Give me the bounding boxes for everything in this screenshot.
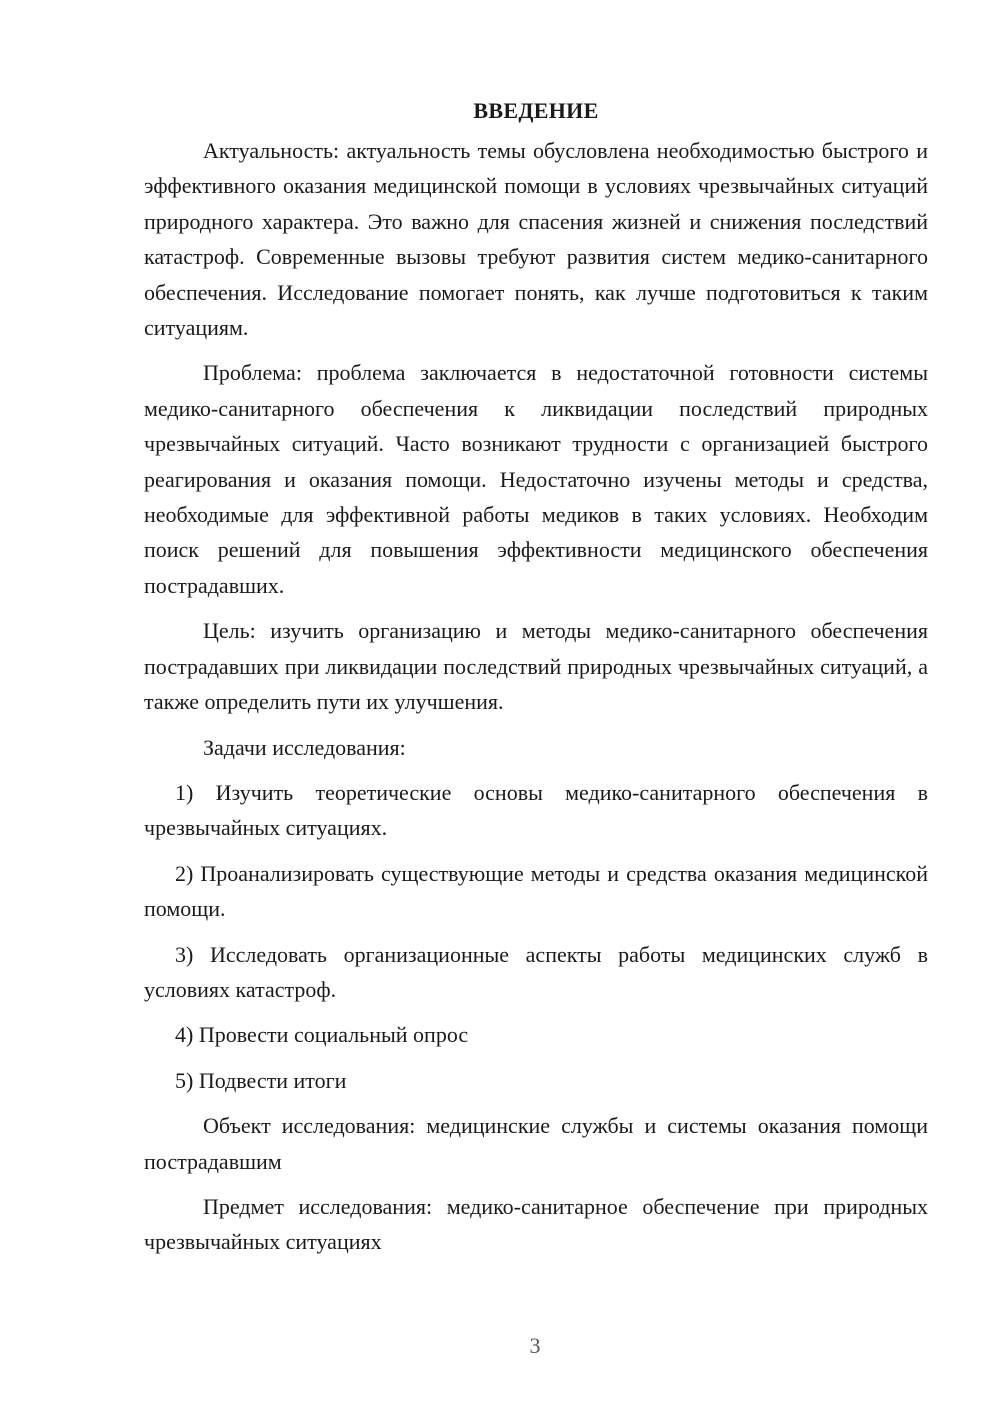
- task-item-2: 2) Проанализировать существующие методы и средства оказания медицинской помощи.: [144, 860, 928, 922]
- paragraph-subject: Предмет исследования: медико-санитарное обеспечение при природных чрезвычайных ситуациях: [144, 1193, 928, 1255]
- task-item-3: 3) Исследовать организационные аспекты работы медицинских служб в условиях катастроф.: [144, 941, 928, 1002]
- paragraph-goal: Цель: изучить организацию и методы медико-санитарного обеспечения пострадавших при ликвидации последствий природных чрезвычайных ситуаций, а также определить пути их улучшения.: [144, 618, 928, 715]
- section-title: ВВЕДЕНИЕ: [473, 98, 599, 123]
- tasks-heading: Задачи исследования:: [203, 734, 406, 760]
- paragraph-object: Объект исследования: медицинские службы и системы оказания помощи пострадавшим: [144, 1113, 928, 1174]
- page-content: [144, 95, 928, 1260]
- task-item-1: 1) Изучить теоретические основы медико-санитарного обеспечения в чрезвычайных ситуациях.: [144, 779, 928, 841]
- page-number: 3: [529, 1333, 541, 1358]
- paragraph-relevance: Актуальность: актуальность темы обусловлена необходимостью быстрого и эффективного оказания медицинской помощи в условиях чрезвычайных ситуаций природного характера. Это важно для спасения жизней и снижения последствий катастроф. Современные вызовы требуют развития систем медико-санитарного обеспечения. Исследование помогает понять, как лучше подготовиться к таким ситуациям.: [144, 138, 928, 341]
- task-item-4: 4) Провести социальный опрос: [175, 1022, 469, 1048]
- task-item-5: 5) Подвести итоги: [175, 1067, 347, 1093]
- paragraph-problem: Проблема: проблема заключается в недостаточной готовности системы медико-санитарного обеспечения к ликвидации последствий природных чрезвычайных ситуаций. Часто возникают трудности с организацией быстрого реагирования и оказания помощи. Недостаточно изучены методы и средства, необходимые для эффективной работы медиков в таких условиях. Необходим поиск решений для повышения эффективности медицинского обеспечения пострадавших.: [144, 360, 928, 598]
